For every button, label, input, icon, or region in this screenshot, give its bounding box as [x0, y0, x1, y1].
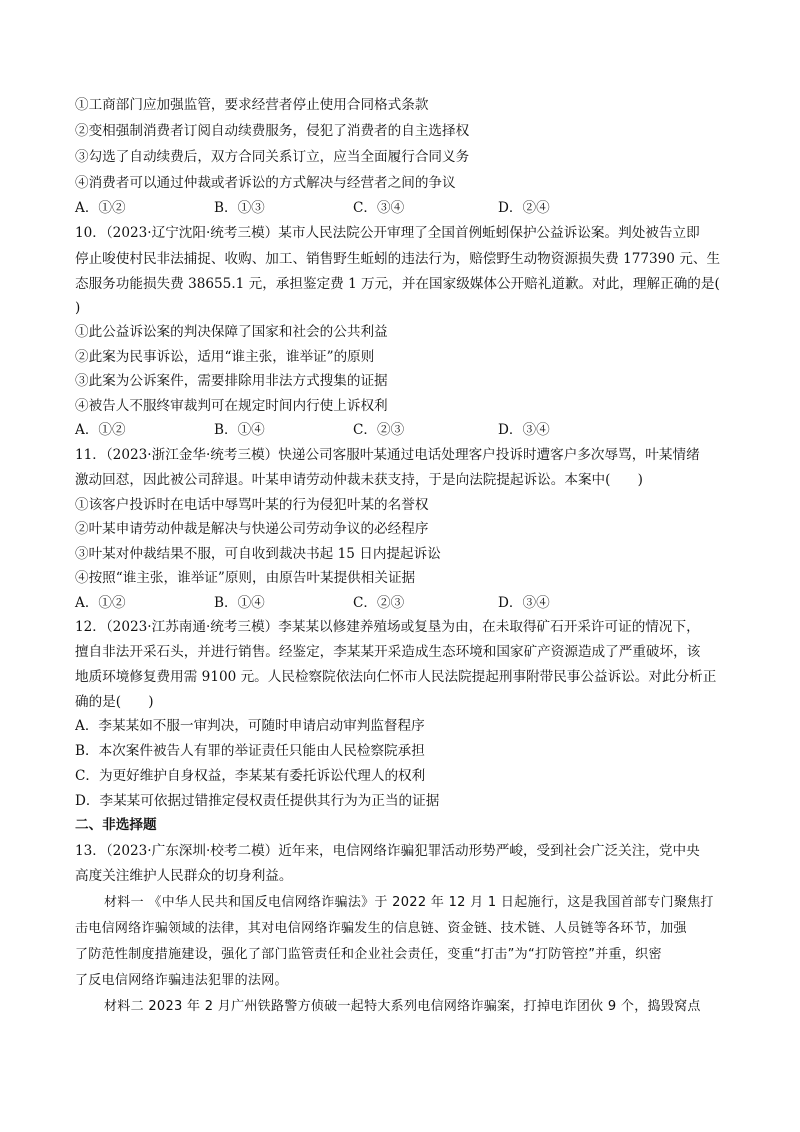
q12-option-b: B．本次案件被告人有罪的举证责任只能由人民检察院承担 — [75, 743, 425, 759]
q11-option-b: B．①④ — [214, 595, 265, 611]
q11-option-a: A．①② — [75, 595, 126, 611]
q12-option-d: D．李某某可依据过错推定侵权责任提供其行为为正当的证据 — [75, 793, 440, 809]
q9-item-2: ②变相强制消费者订阅自动续费服务，侵犯了消费者的自主选择权 — [75, 123, 470, 139]
q10-option-b: B．①④ — [214, 422, 265, 438]
q11-item-4: ④按照“谁主张，谁举证”原则，由原告叶某提供相关证据 — [75, 570, 416, 586]
q13-material1-line-1: 材料一 《中华人民共和国反电信网络诈骗法》于 2022 年 12 月 1 日起施行，这是我国首部专门聚焦打 — [104, 895, 714, 910]
q11-stem-line-1: 11．（2023·浙江金华·统考三模）快递公司客服叶某通过电话处理客户投诉时遭客户多次辱骂，叶某情绪 — [75, 447, 700, 463]
q10-stem-line-2: 停止唆使村民非法捕捉、收购、加工、销售野生蚯蚓的违法行为，赔偿野生动物资源损失费 177390 元、生 — [75, 251, 721, 267]
q11-item-3: ③叶某对仲裁结果不服，可自收到裁决书起 15 日内提起诉讼 — [75, 546, 441, 562]
q11-option-d: D．③④ — [498, 595, 550, 611]
q11-stem-line-2: 激动回怼，因此被公司辞退。叶某申请劳动仲裁未获支持，于是向法院提起诉讼。本案中( ) — [75, 472, 643, 488]
q10-stem-line-1: 10．（2023·辽宁沈阳·统考三模）某市人民法院公开审理了全国首例蚯蚓保护公益诉讼案。判处被告立即 — [75, 225, 700, 241]
q9-option-b: B．①③ — [214, 200, 265, 216]
q9-option-c: C．③④ — [353, 200, 405, 216]
q9-option-d: D．②④ — [498, 200, 550, 216]
q10-stem-line-3: 态服务功能损失费 38655.1 元，承担鉴定费 1 万元，并在国家级媒体公开赔礼道歉。对此，理解正确的是( — [75, 276, 720, 292]
q11-option-c: C．②③ — [353, 595, 405, 611]
q10-options — [75, 420, 735, 440]
q11-options — [75, 593, 735, 613]
q10-item-1: ①此公益诉讼案的判决保障了国家和社会的公共利益 — [75, 324, 388, 340]
q9-item-1: ①工商部门应加强监管，要求经营者停止使用合同格式条款 — [75, 97, 429, 113]
q10-item-2: ②此案为民事诉讼，适用“谁主张，谁举证”的原则 — [75, 349, 375, 365]
q13-material1-line-2: 击电信网络诈骗领域的法律，其对电信网络诈骗发生的信息链、资金链、技术链、人员链等各环节，加强 — [75, 921, 687, 936]
q12-stem-line-4: 确的是( ) — [75, 694, 154, 710]
q9-options — [75, 198, 735, 218]
q12-stem-line-3: 地质环境修复费用需 9100 元。人民检察院依法向仁怀市人民法院提起刑事附带民事公益诉讼。对此分析正 — [75, 669, 717, 685]
q13-stem-line-1: 13．（2023·广东深圳·校考二模）近年来，电信网络诈骗犯罪活动形势严峻，受到社会广泛关注，党中央 — [75, 843, 700, 859]
q12-option-a: A．李某某如不服一审判决，可随时申请启动审判监督程序 — [75, 718, 425, 734]
q9-item-4: ④消费者可以通过仲裁或者诉讼的方式解决与经营者之间的争议 — [75, 175, 456, 191]
q13-stem-line-2: 高度关注维护人民群众的切身利益。 — [75, 868, 293, 884]
q12-stem-line-2: 擅自非法开采石头，并进行销售。经鉴定，李某某开采造成生态环境和国家矿产资源造成了严重破坏，该 — [75, 644, 701, 660]
q12-stem-line-1: 12．（2023·江苏南通·统考三模）李某某以修建养殖场或复垦为由，在未取得矿石开采许可证的情况下， — [75, 619, 700, 635]
q10-option-a: A．①② — [75, 422, 126, 438]
q9-item-3: ③勾选了自动续费后，双方合同关系订立，应当全面履行合同义务 — [75, 149, 470, 165]
q13-material1-line-4: 了反电信网络诈骗违法犯罪的法网。 — [75, 973, 288, 988]
q10-stem-line-4: ) — [75, 300, 81, 316]
q11-item-1: ①该客户投诉时在电话中辱骂叶某的行为侵犯叶某的名誉权 — [75, 497, 429, 513]
q10-item-3: ③此案为公诉案件，需要排除用非法方式搜集的证据 — [75, 373, 388, 389]
q11-item-2: ②叶某申请劳动仲裁是解决与快递公司劳动争议的必经程序 — [75, 521, 429, 537]
q13-material2-line-1: 材料二 2023 年 2 月广州铁路警方侦破一起特大系列电信网络诈骗案，打掉电诈团伙 9 个，捣毁窝点 — [104, 999, 701, 1014]
q10-option-d: D．③④ — [498, 422, 550, 438]
q12-option-c: C．为更好维护自身权益，李某某有委托诉讼代理人的权利 — [75, 768, 426, 784]
q9-option-a: A．①② — [75, 200, 126, 216]
q13-material1-line-3: 了防范性制度措施建设，强化了部门监管责任和企业社会责任，变重“打击”为“打防管控”并重，织密 — [75, 947, 662, 962]
section-heading: 二、非选择题 — [75, 817, 157, 833]
q10-option-c: C．②③ — [353, 422, 405, 438]
q10-item-4: ④被告人不服终审裁判可在规定时间内行使上诉权利 — [75, 398, 388, 414]
